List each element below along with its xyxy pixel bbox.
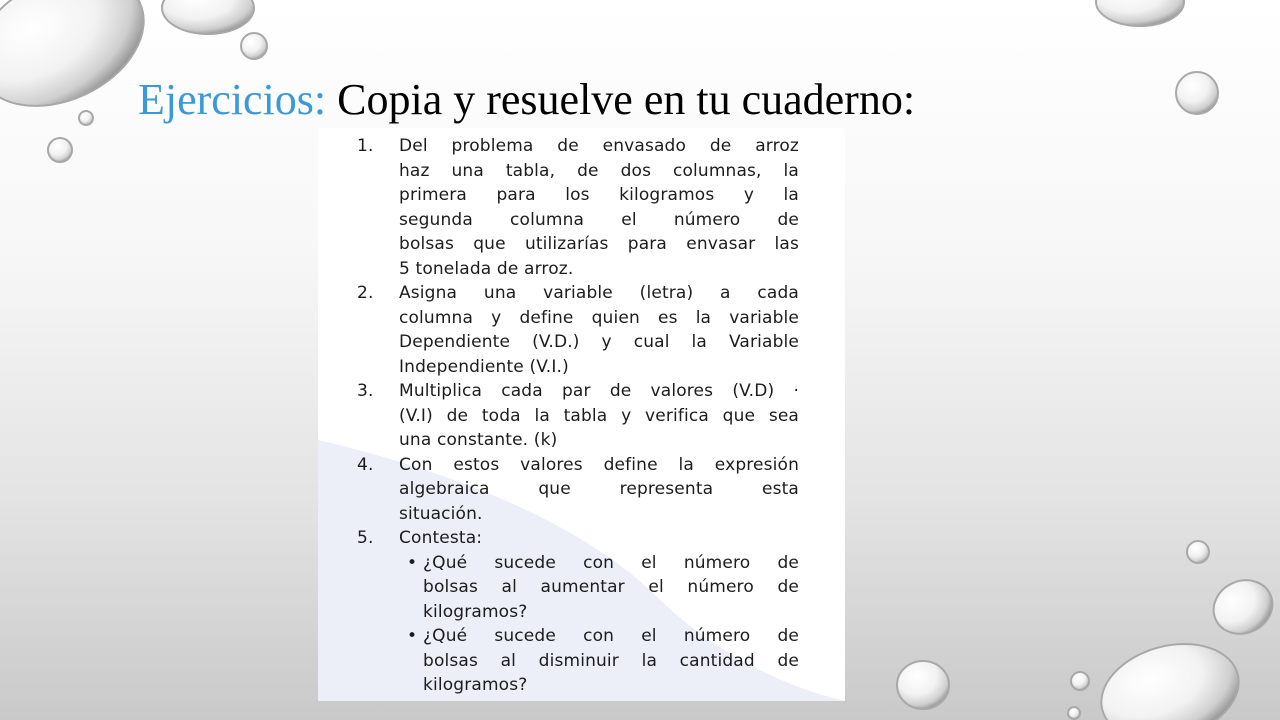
exercise-item-5 [357, 526, 799, 698]
exercise-item-1 [357, 134, 799, 281]
exercise-line: Contesta: [399, 528, 483, 548]
question-bullet-1 [399, 551, 799, 625]
exercise-number: 5. [357, 528, 374, 548]
exercise-number: 4. [357, 454, 374, 475]
exercise-line: Con estos valores define la expresión [399, 454, 799, 475]
exercise-line: Independiente (V.I.) [399, 356, 569, 377]
question-line: bolsas al disminuir la cantidad de [423, 650, 799, 671]
bullet-dot-icon: • [407, 552, 418, 573]
exercise-card [318, 128, 845, 701]
exercise-line: segunda columna el número de [399, 209, 799, 230]
exercise-number: 1. [357, 136, 374, 156]
exercise-list [357, 134, 799, 698]
exercise-line: primera para los kilogramos y la [399, 185, 799, 205]
droplet-group-top-right [1096, 0, 1218, 114]
droplet-group-bottom-right [897, 541, 1280, 720]
exercise-line: Dependiente (V.D.) y cual la Variable [399, 332, 799, 352]
exercise-number: 3. [357, 381, 374, 401]
bullet-dot-icon: • [407, 626, 418, 646]
question-line: ¿Qué sucede con el número de [423, 626, 799, 646]
question-line: bolsas al aumentar el número de [423, 577, 799, 597]
exercise-line: algebraica que representa esta [399, 479, 799, 499]
exercise-line: (V.I) de toda la tabla y verifica que sea [399, 405, 799, 426]
exercise-line: Del problema de envasado de arroz [399, 136, 799, 156]
exercise-line: una constante. (k) [399, 430, 558, 450]
exercise-number: 2. [357, 283, 374, 303]
exercise-item-3 [357, 379, 799, 453]
question-line: kilogramos? [423, 601, 528, 622]
question-line: kilogramos? [423, 675, 528, 695]
question-line: ¿Qué sucede con el número de [423, 552, 799, 573]
exercise-line: situación. [399, 503, 483, 524]
exercise-line: columna y define quien es la variable [399, 307, 799, 328]
exercise-line: Asigna una variable (letra) a cada [399, 283, 799, 303]
question-bullet-2 [399, 624, 799, 698]
exercise-item-2 [357, 281, 799, 379]
slide-title [138, 74, 915, 126]
exercise-line: bolsas que utilizarías para envasar las [399, 234, 799, 254]
exercise-line: 5 tonelada de arroz. [399, 258, 574, 279]
exercise-line: Multiplica cada par de valores (V.D) · [399, 381, 799, 401]
slide-title-lead: Ejercicios: [138, 75, 327, 124]
exercise-item-4 [357, 453, 799, 527]
slide-title-rest: Copia y resuelve en tu cuaderno: [326, 75, 916, 124]
exercise-line: haz una tabla, de dos columnas, la [399, 160, 799, 181]
